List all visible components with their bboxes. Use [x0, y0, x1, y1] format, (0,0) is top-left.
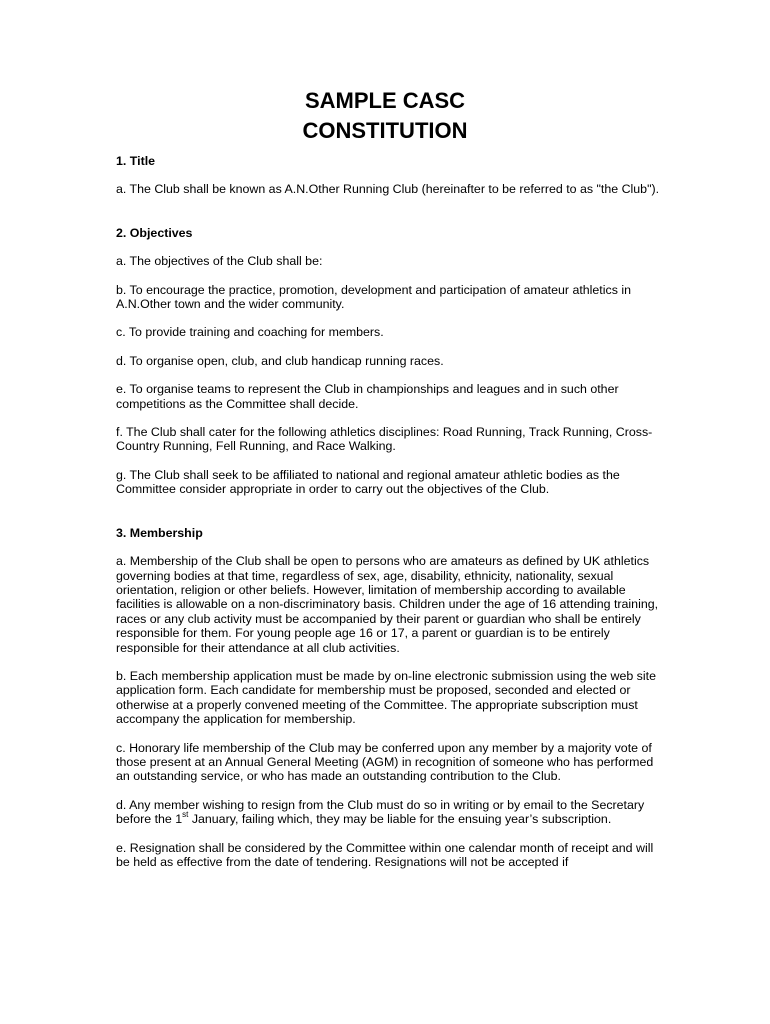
paragraph: a. Membership of the Club shall be open to persons who are amateurs as defined by UK athletics governing bodies at that time, regardless of sex, age, disability, ethnicity, nationality, sexual orientation, religion or other beliefs. However, limitation of membership according to available facilities is allowable on a non-discriminatory basis. Children under the age of 16 attending training, races or any club activity must be accompanied by their parent or guardian who shall be entirely responsible for them. For young people age 16 or 17, a parent or guardian is to be entirely responsible for their attendance at all club activities. [116, 554, 659, 655]
paragraph: d. To organise open, club, and club handicap running races. [116, 353, 444, 368]
resign-text-before: d. Any member wishing to resign from the Club must do so in writing or by email to the Secretary before the 1 [116, 797, 645, 827]
title-line-1: SAMPLE CASC [304, 88, 466, 113]
paragraph: b. To encourage the practice, promotion, development and participation of amateur athletics in A.N.Other town and the wider community. [116, 282, 631, 312]
title-line-2: CONSTITUTION [302, 118, 468, 143]
paragraph: f. The Club shall cater for the following athletics disciplines: Road Running, Track Running, Cross-Country Running, Fell Running, and Race Walking. [116, 425, 653, 454]
paragraph: a. The Club shall be known as A.N.Other Running Club (hereinafter to be referred to as "the Club"). [116, 182, 660, 197]
resign-text-after: January, failing which, they may be liable for the ensuing year’s subscription. [188, 812, 612, 827]
paragraph: e. To organise teams to represent the Club in championships and leagues and in such other competitions as the Committee shall decide. [116, 382, 619, 411]
paragraph: a. The objectives of the Club shall be: [116, 254, 323, 269]
paragraph: b. Each membership application must be made by on-line electronic submission using the web site application form. Each candidate for membership must be proposed, seconded and elected or otherwise at a properly convened meeting of the Committee. The appropriate subscription must accompany the application for membership. [116, 668, 656, 727]
section-heading-objectives: 2. Objectives [116, 225, 193, 240]
ordinal-suffix: st [182, 810, 189, 820]
document-body [116, 154, 664, 869]
paragraph: g. The Club shall seek to be affiliated to national and regional amateur athletic bodies as the Committee consider appropriate in order to carry out the objectives of the Club. [116, 467, 620, 497]
document-title [0, 86, 770, 146]
section-heading-membership: 3. Membership [116, 525, 203, 540]
paragraph: c. Honorary life membership of the Club may be conferred upon any member by a majority vote of those present at an Annual General Meeting (AGM) in recognition of someone who has performed an outstanding service, or who has made an outstanding contribution to the Club. [116, 740, 654, 784]
paragraph: c. To provide training and coaching for members. [116, 325, 384, 340]
section-heading-title: 1. Title [116, 154, 156, 168]
paragraph-resignation [116, 798, 664, 827]
paragraph: e. Resignation shall be considered by the Committee within one calendar month of receipt and will be held as effective from the date of tendering. Resignations will not be accepted if [116, 840, 654, 869]
